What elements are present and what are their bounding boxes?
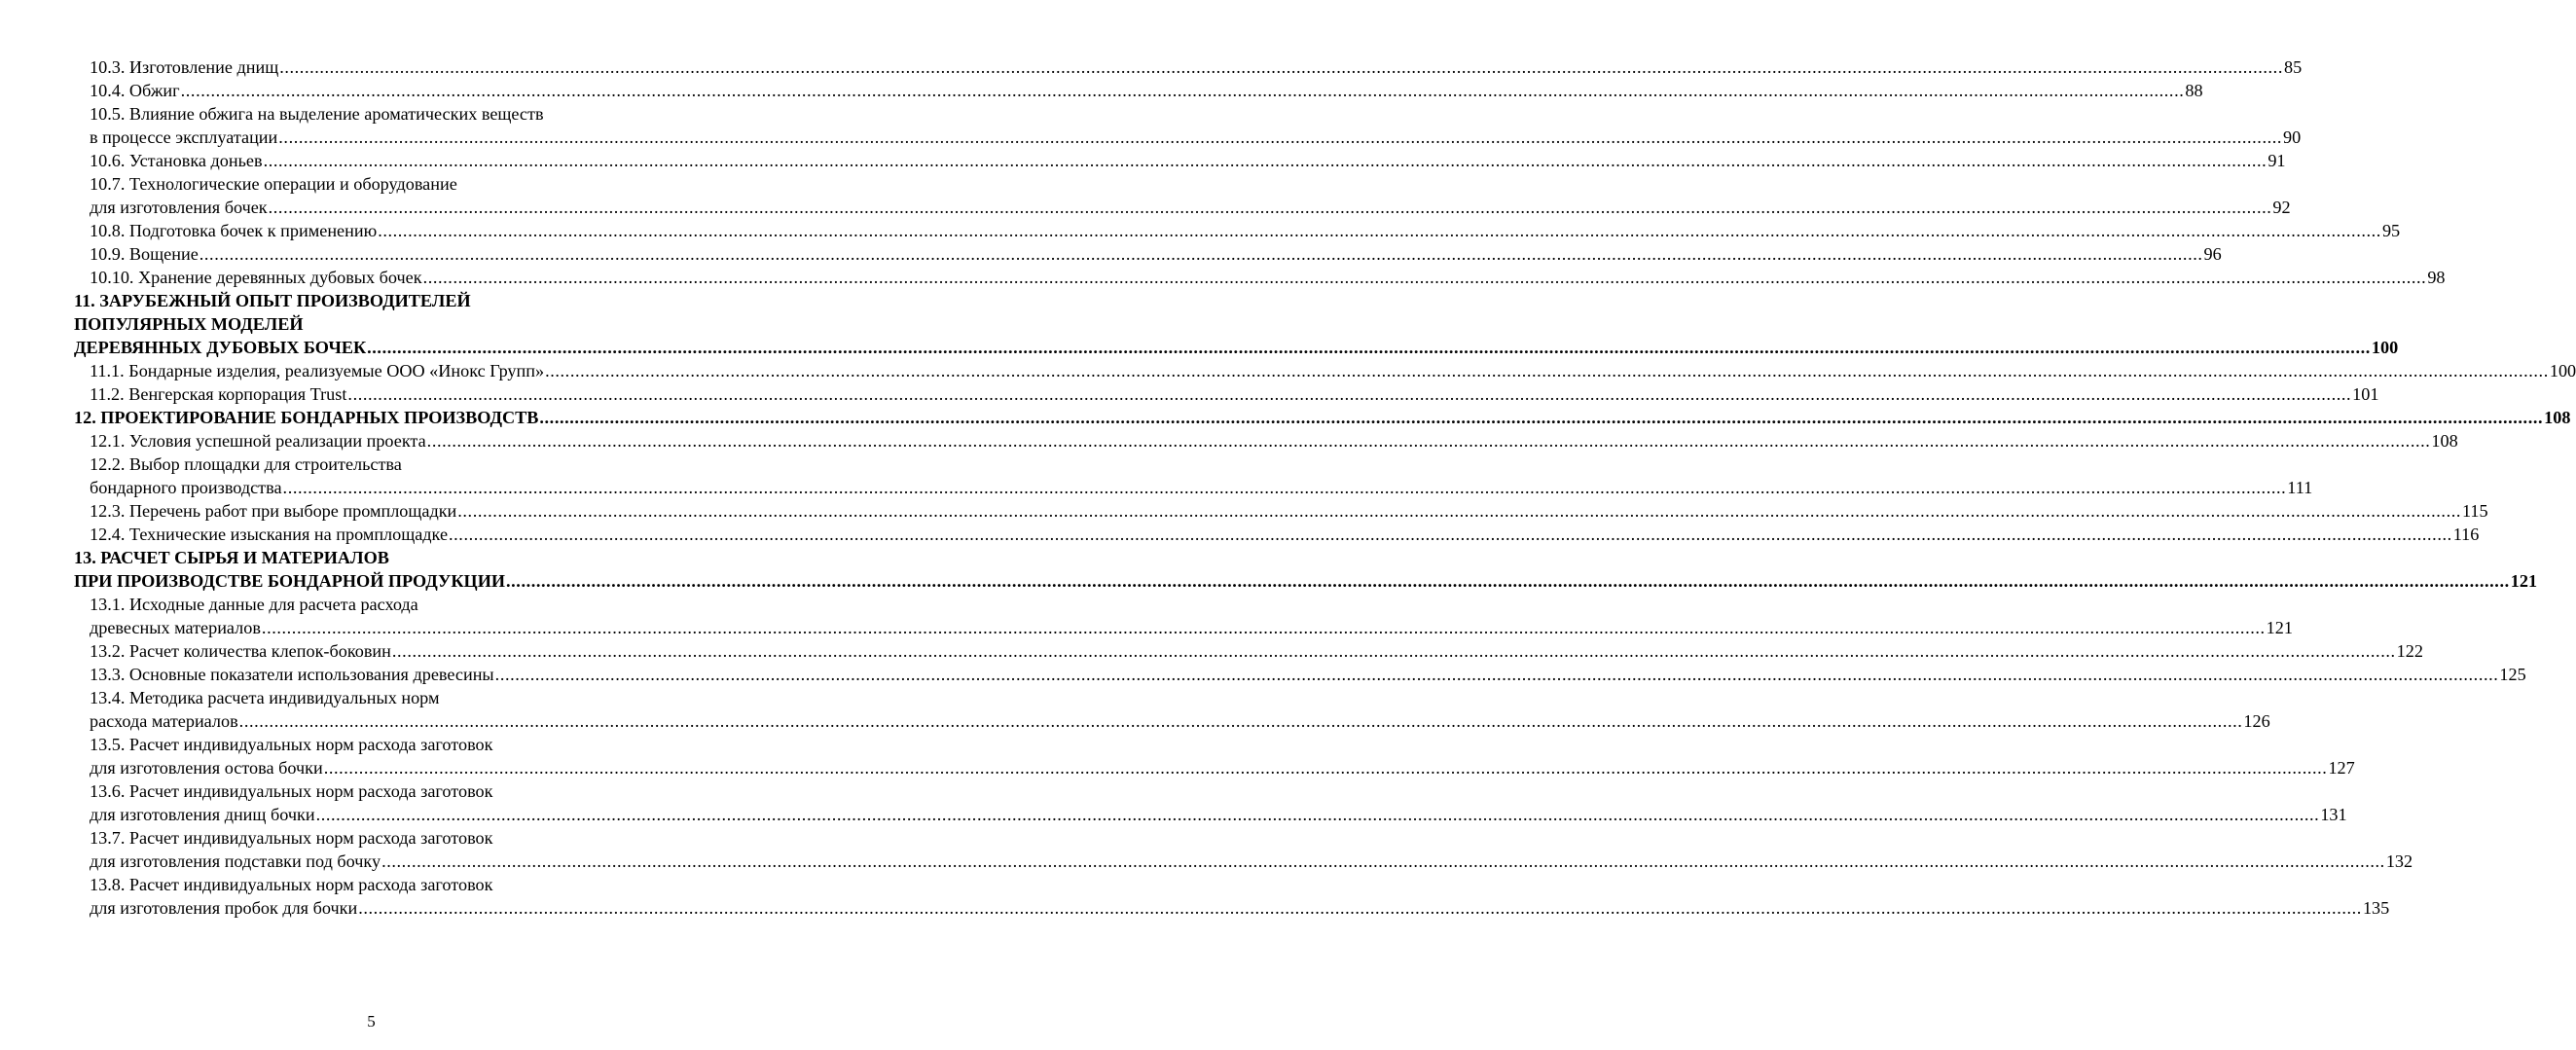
dot-leader: ................................................................................................................................................................................................................................................................................................................................................................................................................	[449, 525, 2452, 544]
toc-entry-title: 10.5. Влияние обжига на выделение ароматических веществ	[90, 104, 544, 124]
toc-entry-line	[74, 476, 2313, 499]
toc-page-number: 126	[2243, 711, 2270, 731]
toc-entry-line	[74, 312, 673, 336]
dot-leader: ................................................................................................................................................................................................................................................................................................................................................................................................................	[539, 408, 2544, 427]
toc-section-entry[interactable]	[74, 359, 2576, 382]
toc-entry-title: 12.1. Условия успешной реализации проекта	[90, 431, 426, 451]
toc-entry-title: расхода материалов	[90, 711, 238, 731]
toc-entry-line	[74, 382, 2379, 406]
toc-entry-title: 12.2. Выбор площадки для строительства	[90, 454, 402, 474]
toc-entry-line	[74, 709, 2270, 733]
toc-entry-title: для изготовления пробок для бочки	[90, 898, 358, 918]
toc-entry-line	[74, 79, 2203, 102]
toc-entry-title: 13.1. Исходные данные для расчета расхода	[90, 595, 418, 614]
table-of-contents	[74, 55, 2576, 920]
toc-page-number: 101	[2352, 384, 2379, 404]
toc-section-entry[interactable]	[74, 639, 2423, 663]
toc-entry-line	[74, 569, 2538, 593]
page-number: 5	[367, 1012, 376, 1031]
toc-entry-title: 10.8. Подготовка бочек к применению	[90, 221, 378, 240]
dot-leader: ................................................................................................................................................................................................................................................................................................................................................................................................................	[367, 338, 2371, 357]
toc-section-entry[interactable]	[74, 523, 2480, 546]
toc-section-entry[interactable]	[74, 149, 2286, 172]
toc-page-number: 132	[2385, 851, 2413, 871]
toc-entry-title: бондарного производства	[90, 478, 282, 497]
toc-entry-line	[74, 359, 2576, 382]
toc-entry-title: ПРИ ПРОИЗВОДСТВЕ БОНДАРНОЙ ПРОДУКЦИИ	[74, 571, 505, 591]
toc-entry-line	[74, 546, 673, 569]
toc-entry-title: 10.6. Установка доньев	[90, 151, 263, 170]
toc-entry-line	[74, 639, 2423, 663]
dot-leader: ................................................................................................................................................................................................................................................................................................................................................................................................................	[315, 805, 2320, 824]
toc-page-number: 98	[2427, 268, 2446, 287]
toc-entry-line	[74, 429, 2458, 453]
toc-entry-title: 10.3. Изготовление днищ	[90, 57, 279, 77]
toc-section-entry[interactable]	[74, 242, 2222, 266]
toc-section-entry[interactable]	[74, 172, 2291, 219]
toc-entry-title: 10.4. Обжиг	[90, 81, 180, 100]
toc-entry-title: ДЕРЕВЯННЫХ ДУБОВЫХ БОЧЕК	[74, 338, 367, 357]
toc-entry-title: 12.3. Перечень работ при выборе промплощадки	[90, 501, 457, 521]
toc-entry-title: 13.5. Расчет индивидуальных норм расхода заготовок	[90, 735, 493, 754]
toc-section-entry[interactable]	[74, 102, 2302, 149]
toc-page-number: 121	[2266, 618, 2293, 637]
toc-page-number: 100	[2371, 338, 2399, 357]
toc-entry-title: для изготовления остова бочки	[90, 758, 323, 778]
toc-page-number: 135	[2362, 898, 2390, 918]
toc-entry-title: 13.6. Расчет индивидуальных норм расхода заготовок	[90, 781, 493, 801]
toc-chapter-entry[interactable]	[74, 289, 2399, 359]
dot-leader: ................................................................................................................................................................................................................................................................................................................................................................................................................	[238, 711, 2243, 731]
dot-leader: ................................................................................................................................................................................................................................................................................................................................................................................................................	[268, 198, 2272, 217]
dot-leader: ................................................................................................................................................................................................................................................................................................................................................................................................................	[261, 618, 2266, 637]
toc-page-number: 85	[2283, 57, 2303, 77]
toc-entry-title: 13.7. Расчет индивидуальных норм расхода заготовок	[90, 828, 493, 848]
dot-leader: ................................................................................................................................................................................................................................................................................................................................................................................................................	[323, 758, 2328, 778]
toc-page-number: 121	[2510, 571, 2538, 591]
toc-section-entry[interactable]	[74, 499, 2488, 523]
toc-section-entry[interactable]	[74, 686, 2270, 733]
toc-entry-title: 10.10. Хранение деревянных дубовых бочек	[90, 268, 422, 287]
dot-leader: ................................................................................................................................................................................................................................................................................................................................................................................................................	[358, 898, 2362, 918]
toc-page-number: 108	[2431, 431, 2458, 451]
toc-entry-line	[74, 453, 673, 476]
toc-page-number: 88	[2185, 81, 2203, 100]
toc-entry-title: 13.2. Расчет количества клепок-боковин	[90, 641, 391, 661]
toc-entry-line	[74, 289, 673, 312]
toc-section-entry[interactable]	[74, 779, 2347, 826]
toc-entry-line	[74, 733, 673, 756]
toc-entry-line	[74, 523, 2480, 546]
toc-chapter-entry[interactable]	[74, 546, 2538, 593]
toc-page-number: 90	[2283, 127, 2302, 147]
toc-entry-title: 13.3. Основные показатели использования древесины	[90, 665, 494, 684]
toc-page-number: 108	[2544, 408, 2571, 427]
toc-entry-title: в процессе эксплуатации	[90, 127, 278, 147]
dot-leader: ................................................................................................................................................................................................................................................................................................................................................................................................................	[422, 268, 2427, 287]
toc-section-entry[interactable]	[74, 826, 2413, 873]
toc-entry-title: 10.7. Технологические операции и оборудование	[90, 174, 457, 194]
toc-page-number: 116	[2452, 525, 2480, 544]
toc-entry-line	[74, 196, 2291, 219]
toc-section-entry[interactable]	[74, 873, 2390, 920]
toc-page-number: 127	[2328, 758, 2355, 778]
dot-leader: ................................................................................................................................................................................................................................................................................................................................................................................................................	[279, 57, 2283, 77]
toc-section-entry[interactable]	[74, 79, 2203, 102]
toc-page-number: 122	[2396, 641, 2423, 661]
toc-section-entry[interactable]	[74, 593, 2293, 639]
toc-entry-line	[74, 336, 2399, 359]
toc-entry-title: 10.9. Вощение	[90, 244, 199, 264]
toc-entry-line	[74, 756, 2355, 779]
toc-page-number: 95	[2381, 221, 2401, 240]
dot-leader: ................................................................................................................................................................................................................................................................................................................................................................................................................	[278, 127, 2283, 147]
dot-leader: ................................................................................................................................................................................................................................................................................................................................................................................................................	[494, 665, 2499, 684]
toc-entry-title: для изготовления днищ бочки	[90, 805, 315, 824]
toc-entry-line	[74, 219, 2401, 242]
toc-entry-line	[74, 779, 673, 803]
dot-leader: ................................................................................................................................................................................................................................................................................................................................................................................................................	[347, 384, 2352, 404]
dot-leader: ................................................................................................................................................................................................................................................................................................................................................................................................................	[426, 431, 2431, 451]
toc-section-entry[interactable]	[74, 219, 2401, 242]
toc-entry-title: 12. ПРОЕКТИРОВАНИЕ БОНДАРНЫХ ПРОИЗВОДСТВ	[74, 408, 539, 427]
toc-section-entry[interactable]	[74, 429, 2458, 453]
toc-entry-line	[74, 149, 2286, 172]
dot-leader: ................................................................................................................................................................................................................................................................................................................................................................................................................	[378, 221, 2381, 240]
toc-entry-title: для изготовления подставки под бочку	[90, 851, 381, 871]
dot-leader: ................................................................................................................................................................................................................................................................................................................................................................................................................	[282, 478, 2287, 497]
dot-leader: ................................................................................................................................................................................................................................................................................................................................................................................................................	[457, 501, 2462, 521]
toc-entry-line	[74, 102, 673, 126]
toc-entry-line	[74, 803, 2347, 826]
toc-entry-line	[74, 616, 2293, 639]
toc-section-entry[interactable]	[74, 453, 2313, 499]
toc-section-entry[interactable]	[74, 733, 2355, 779]
toc-page-number: 100	[2549, 361, 2576, 380]
toc-section-entry[interactable]	[74, 266, 2446, 289]
toc-entry-title: 13.8. Расчет индивидуальных норм расхода заготовок	[90, 875, 493, 894]
dot-leader: ................................................................................................................................................................................................................................................................................................................................................................................................................	[391, 641, 2396, 661]
toc-page-number: 115	[2462, 501, 2488, 521]
toc-entry-title: ПОПУЛЯРНЫХ МОДЕЛЕЙ	[74, 314, 304, 334]
toc-section-entry[interactable]	[74, 382, 2379, 406]
toc-entry-line	[74, 826, 673, 850]
dot-leader: ................................................................................................................................................................................................................................................................................................................................................................................................................	[381, 851, 2385, 871]
toc-page-number: 91	[2268, 151, 2286, 170]
toc-entry-title: 11. ЗАРУБЕЖНЫЙ ОПЫТ ПРОИЗВОДИТЕЛЕЙ	[74, 291, 471, 310]
dot-leader: ................................................................................................................................................................................................................................................................................................................................................................................................................	[506, 571, 2510, 591]
toc-section-entry[interactable]	[74, 55, 2303, 79]
dot-leader: ................................................................................................................................................................................................................................................................................................................................................................................................................	[199, 244, 2203, 264]
toc-entry-title: 13. РАСЧЕТ СЫРЬЯ И МАТЕРИАЛОВ	[74, 548, 389, 567]
toc-entry-line	[74, 406, 2571, 429]
toc-page-number: 111	[2287, 478, 2313, 497]
toc-entry-line	[74, 663, 2526, 686]
toc-chapter-entry[interactable]	[74, 406, 2571, 429]
toc-entry-line	[74, 686, 673, 709]
dot-leader: ................................................................................................................................................................................................................................................................................................................................................................................................................	[263, 151, 2268, 170]
toc-entry-line	[74, 896, 2390, 920]
toc-entry-line	[74, 126, 2302, 149]
toc-page-number: 125	[2499, 665, 2526, 684]
toc-entry-title: для изготовления бочек	[90, 198, 268, 217]
toc-entry-line	[74, 499, 2488, 523]
toc-page-number: 96	[2203, 244, 2222, 264]
toc-entry-title: 11.2. Венгерская корпорация Trust	[90, 384, 347, 404]
toc-entry-title: древесных материалов	[90, 618, 261, 637]
dot-leader: ................................................................................................................................................................................................................................................................................................................................................................................................................	[545, 361, 2549, 380]
toc-entry-line	[74, 873, 673, 896]
toc-page-number: 92	[2272, 198, 2291, 217]
toc-entry-title: 12.4. Технические изыскания на промплощадке	[90, 525, 449, 544]
toc-entry-line	[74, 266, 2446, 289]
toc-section-entry[interactable]	[74, 663, 2526, 686]
toc-entry-title: 11.1. Бондарные изделия, реализуемые ООО «Инокс Групп»	[90, 361, 545, 380]
toc-entry-line	[74, 172, 673, 196]
toc-entry-title: 13.4. Методика расчета индивидуальных норм	[90, 688, 440, 707]
dot-leader: ................................................................................................................................................................................................................................................................................................................................................................................................................	[180, 81, 2185, 100]
toc-page-number: 131	[2320, 805, 2347, 824]
toc-entry-line	[74, 850, 2413, 873]
toc-entry-line	[74, 55, 2303, 79]
toc-entry-line	[74, 593, 673, 616]
toc-entry-line	[74, 242, 2222, 266]
